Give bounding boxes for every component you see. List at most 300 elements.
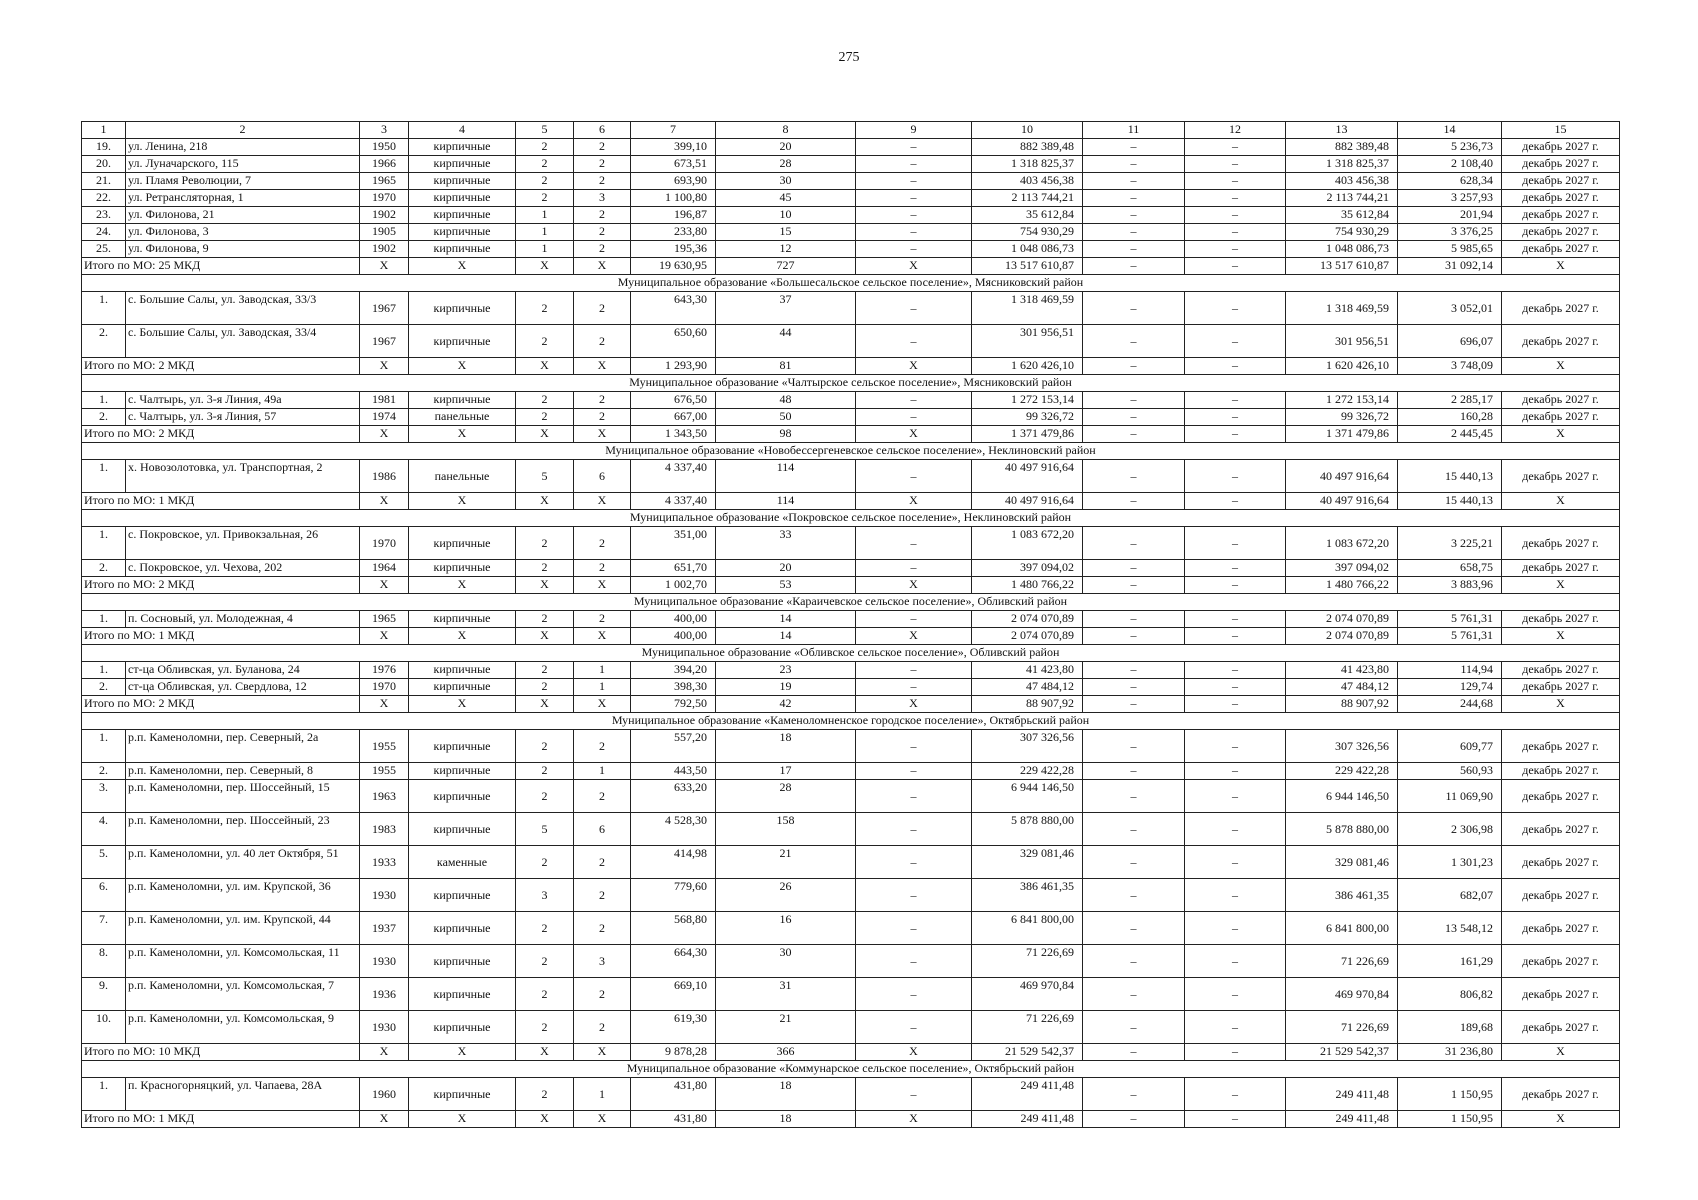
header-cell-2: 2 [126,122,360,139]
cell-deadline: декабрь 2027 г. [1502,139,1620,156]
total-cell: Х [574,696,631,713]
cell-cost-per-sqm: 3 052,01 [1398,292,1502,325]
cell-cost-col-13: 386 461,35 [1286,879,1398,912]
cell-cost-col-13: 1 272 153,14 [1286,392,1398,409]
section-row [82,594,1620,611]
total-cell: 2 074 070,89 [972,628,1083,645]
total-label: Итого по МО: 1 МКД [82,1111,360,1128]
table-row [82,1078,1620,1111]
cell-cost-col-13: 307 326,56 [1286,730,1398,763]
cell-build-year: 1965 [360,611,409,628]
table-row [82,611,1620,628]
cell-cost-col-13: 41 423,80 [1286,662,1398,679]
cell-total-cost: 1 318 825,37 [972,156,1083,173]
cell-wall-material: кирпичные [409,1011,516,1044]
cell-col-11: – [1083,560,1185,577]
cell-residents: 21 [716,1011,856,1044]
cell-residents: 33 [716,527,856,560]
total-cell: 2 445,45 [1398,426,1502,443]
total-cell: – [1083,358,1185,375]
cell-area: 414,98 [631,846,716,879]
cell-area: 398,30 [631,679,716,696]
cell-total-cost: 386 461,35 [972,879,1083,912]
table-row [82,1011,1620,1044]
cell-build-year: 1960 [360,1078,409,1111]
cell-row-number: 2. [82,409,126,426]
cell-cost-per-sqm: 129,74 [1398,679,1502,696]
cell-row-number: 22. [82,190,126,207]
cell-area: 4 337,40 [631,460,716,493]
cell-wall-material: кирпичные [409,207,516,224]
cell-address: х. Новозолотовка, ул. Транспортная, 2 [126,460,360,493]
cell-build-year: 1986 [360,460,409,493]
total-label: Итого по МО: 2 МКД [82,696,360,713]
cell-col-12: – [1185,945,1286,978]
cell-address: р.п. Каменоломни, ул. Комсомольская, 11 [126,945,360,978]
cell-row-number: 6. [82,879,126,912]
cell-entrances: 2 [574,325,631,358]
table-row [82,527,1620,560]
cell-cost-col-13: 1 048 086,73 [1286,241,1398,258]
cell-build-year: 1970 [360,190,409,207]
header-cell-7: 7 [631,122,716,139]
cell-entrances: 2 [574,207,631,224]
header-cell-1: 1 [82,122,126,139]
cell-residents: 28 [716,156,856,173]
cell-total-cost: 1 318 469,59 [972,292,1083,325]
cell-cost-per-sqm: 3 257,93 [1398,190,1502,207]
cell-address: п. Красногорняцкий, ул. Чапаева, 28А [126,1078,360,1111]
header-cell-12: 12 [1185,122,1286,139]
cell-residents: 21 [716,846,856,879]
cell-wall-material: кирпичные [409,560,516,577]
section-title: Муниципальное образование «Большесальское сельское поселение», Мясниковский район [82,275,1620,292]
total-cell: 13 517 610,87 [972,258,1083,275]
total-row [82,577,1620,594]
section-row [82,375,1620,392]
cell-col-11: – [1083,730,1185,763]
cell-area: 431,80 [631,1078,716,1111]
total-cell: 1 480 766,22 [972,577,1083,594]
cell-cost-per-sqm: 560,93 [1398,763,1502,780]
cell-floors: 2 [516,679,574,696]
cell-entrances: 1 [574,763,631,780]
cell-build-year: 1930 [360,1011,409,1044]
cell-col-12: – [1185,763,1286,780]
cell-cost-per-sqm: 1 301,23 [1398,846,1502,879]
cell-total-cost: 403 456,38 [972,173,1083,190]
cell-residents: 10 [716,207,856,224]
cell-total-cost: 1 083 672,20 [972,527,1083,560]
cell-col-12: – [1185,139,1286,156]
header-row [82,122,1620,139]
cell-col-12: – [1185,912,1286,945]
table-row [82,763,1620,780]
cell-col-11: – [1083,325,1185,358]
cell-cost-per-sqm: 682,07 [1398,879,1502,912]
cell-cost-per-sqm: 1 150,95 [1398,1078,1502,1111]
cell-address: с. Чалтырь, ул. 3-я Линия, 49а [126,392,360,409]
cell-entrances: 2 [574,780,631,813]
total-cell: Х [1502,628,1620,645]
section-row [82,645,1620,662]
cell-entrances: 2 [574,392,631,409]
cell-address: ст-ца Обливская, ул. Буланова, 24 [126,662,360,679]
cell-row-number: 1. [82,611,126,628]
section-row [82,443,1620,460]
cell-address: р.п. Каменоломни, ул. им. Крупской, 44 [126,912,360,945]
cell-area: 664,30 [631,945,716,978]
cell-col-9: – [856,780,972,813]
total-cell: Х [360,696,409,713]
cell-deadline: декабрь 2027 г. [1502,662,1620,679]
cell-build-year: 1966 [360,156,409,173]
total-cell: – [1185,696,1286,713]
total-cell: – [1083,1111,1185,1128]
cell-build-year: 1964 [360,560,409,577]
total-row [82,1111,1620,1128]
cell-build-year: 1937 [360,912,409,945]
cell-wall-material: кирпичные [409,173,516,190]
cell-row-number: 2. [82,679,126,696]
total-cell: Х [409,493,516,510]
cell-floors: 2 [516,292,574,325]
total-cell: 2 074 070,89 [1286,628,1398,645]
cell-floors: 2 [516,527,574,560]
cell-row-number: 1. [82,292,126,325]
cell-residents: 28 [716,780,856,813]
cell-build-year: 1936 [360,978,409,1011]
cell-build-year: 1965 [360,173,409,190]
cell-wall-material: кирпичные [409,879,516,912]
total-cell: Х [516,1111,574,1128]
cell-wall-material: кирпичные [409,325,516,358]
total-cell: – [1083,493,1185,510]
section-title: Муниципальное образование «Караичевское сельское поселение», Обливский район [82,594,1620,611]
cell-col-9: – [856,912,972,945]
total-cell: – [1083,1044,1185,1061]
cell-floors: 2 [516,1078,574,1111]
cell-area: 693,90 [631,173,716,190]
cell-floors: 2 [516,611,574,628]
cell-col-12: – [1185,190,1286,207]
cell-area: 568,80 [631,912,716,945]
cell-floors: 5 [516,813,574,846]
total-cell: – [1083,696,1185,713]
total-label: Итого по МО: 1 МКД [82,628,360,645]
cell-wall-material: панельные [409,460,516,493]
cell-entrances: 2 [574,912,631,945]
total-cell: Х [409,258,516,275]
cell-col-12: – [1185,156,1286,173]
cell-cost-col-13: 1 318 469,59 [1286,292,1398,325]
cell-wall-material: кирпичные [409,813,516,846]
total-cell: Х [856,426,972,443]
total-label: Итого по МО: 2 МКД [82,426,360,443]
cell-col-11: – [1083,409,1185,426]
cell-cost-per-sqm: 189,68 [1398,1011,1502,1044]
cell-cost-col-13: 35 612,84 [1286,207,1398,224]
cell-col-11: – [1083,912,1185,945]
cell-floors: 2 [516,173,574,190]
total-cell: Х [409,628,516,645]
cell-cost-col-13: 2 074 070,89 [1286,611,1398,628]
cell-area: 443,50 [631,763,716,780]
cell-col-12: – [1185,173,1286,190]
cell-cost-per-sqm: 2 306,98 [1398,813,1502,846]
cell-area: 619,30 [631,1011,716,1044]
cell-col-11: – [1083,190,1185,207]
cell-total-cost: 1 272 153,14 [972,392,1083,409]
cell-cost-col-13: 5 878 880,00 [1286,813,1398,846]
cell-col-9: – [856,325,972,358]
cell-col-11: – [1083,224,1185,241]
cell-row-number: 7. [82,912,126,945]
cell-col-9: – [856,662,972,679]
cell-area: 351,00 [631,527,716,560]
cell-row-number: 1. [82,662,126,679]
cell-cost-col-13: 1 083 672,20 [1286,527,1398,560]
total-label: Итого по МО: 2 МКД [82,577,360,594]
cell-address: ул. Филонова, 9 [126,241,360,258]
total-cell: 40 497 916,64 [972,493,1083,510]
cell-col-12: – [1185,325,1286,358]
cell-address: с. Покровское, ул. Чехова, 202 [126,560,360,577]
cell-address: ул. Ленина, 218 [126,139,360,156]
total-cell: 1 620 426,10 [972,358,1083,375]
cell-total-cost: 2 113 744,21 [972,190,1083,207]
cell-area: 673,51 [631,156,716,173]
cell-total-cost: 2 074 070,89 [972,611,1083,628]
total-cell: 19 630,95 [631,258,716,275]
cell-total-cost: 71 226,69 [972,1011,1083,1044]
total-cell: 4 337,40 [631,493,716,510]
table-row [82,409,1620,426]
total-cell: Х [574,1044,631,1061]
cell-col-12: – [1185,1011,1286,1044]
cell-build-year: 1970 [360,679,409,696]
cell-col-9: – [856,292,972,325]
cell-floors: 3 [516,879,574,912]
total-cell: 21 529 542,37 [972,1044,1083,1061]
cell-entrances: 2 [574,730,631,763]
header-cell-14: 14 [1398,122,1502,139]
cell-area: 650,60 [631,325,716,358]
total-cell: – [1083,577,1185,594]
total-cell: 1 343,50 [631,426,716,443]
cell-deadline: декабрь 2027 г. [1502,409,1620,426]
cell-build-year: 1902 [360,207,409,224]
cell-total-cost: 6 944 146,50 [972,780,1083,813]
cell-residents: 17 [716,763,856,780]
cell-entrances: 1 [574,679,631,696]
cell-deadline: декабрь 2027 г. [1502,846,1620,879]
cell-cost-per-sqm: 201,94 [1398,207,1502,224]
total-cell: – [1083,258,1185,275]
cell-cost-per-sqm: 11 069,90 [1398,780,1502,813]
cell-deadline: декабрь 2027 г. [1502,560,1620,577]
cell-col-12: – [1185,879,1286,912]
total-cell: 21 529 542,37 [1286,1044,1398,1061]
cell-total-cost: 40 497 916,64 [972,460,1083,493]
cell-residents: 15 [716,224,856,241]
cell-floors: 2 [516,325,574,358]
cell-deadline: декабрь 2027 г. [1502,879,1620,912]
cell-entrances: 2 [574,846,631,879]
total-cell: 249 411,48 [972,1111,1083,1128]
cell-address: р.п. Каменоломни, ул. 40 лет Октября, 51 [126,846,360,879]
cell-floors: 2 [516,1011,574,1044]
table-row [82,679,1620,696]
cell-col-9: – [856,460,972,493]
cell-area: 400,00 [631,611,716,628]
total-cell: 15 440,13 [1398,493,1502,510]
total-row [82,426,1620,443]
total-cell: 792,50 [631,696,716,713]
total-cell: Х [409,696,516,713]
cell-floors: 2 [516,730,574,763]
table-row [82,912,1620,945]
cell-deadline: декабрь 2027 г. [1502,325,1620,358]
total-cell: Х [360,1111,409,1128]
cell-total-cost: 47 484,12 [972,679,1083,696]
cell-col-12: – [1185,392,1286,409]
cell-build-year: 1970 [360,527,409,560]
cell-floors: 1 [516,241,574,258]
cell-build-year: 1950 [360,139,409,156]
cell-cost-col-13: 40 497 916,64 [1286,460,1398,493]
header-cell-11: 11 [1083,122,1185,139]
cell-entrances: 1 [574,1078,631,1111]
table-row [82,460,1620,493]
cell-col-11: – [1083,879,1185,912]
cell-residents: 30 [716,173,856,190]
cell-residents: 45 [716,190,856,207]
total-cell: 1 371 479,86 [1286,426,1398,443]
cell-deadline: декабрь 2027 г. [1502,207,1620,224]
cell-address: ул. Пламя Революции, 7 [126,173,360,190]
total-cell: Х [856,493,972,510]
cell-col-12: – [1185,978,1286,1011]
table-row [82,156,1620,173]
cell-row-number: 2. [82,763,126,780]
total-cell: 40 497 916,64 [1286,493,1398,510]
cell-floors: 2 [516,392,574,409]
total-cell: 1 620 426,10 [1286,358,1398,375]
cell-wall-material: кирпичные [409,611,516,628]
cell-cost-per-sqm: 5 761,31 [1398,611,1502,628]
cell-row-number: 1. [82,392,126,409]
cell-cost-col-13: 6 944 146,50 [1286,780,1398,813]
table-row [82,241,1620,258]
total-cell: Х [516,1044,574,1061]
total-cell: 249 411,48 [1286,1111,1398,1128]
cell-entrances: 6 [574,813,631,846]
total-cell: Х [856,1111,972,1128]
cell-row-number: 2. [82,325,126,358]
cell-entrances: 2 [574,879,631,912]
cell-col-12: – [1185,409,1286,426]
header-cell-10: 10 [972,122,1083,139]
cell-col-12: – [1185,813,1286,846]
cell-floors: 2 [516,912,574,945]
cell-col-12: – [1185,662,1286,679]
cell-col-11: – [1083,978,1185,1011]
table-row [82,292,1620,325]
cell-cost-col-13: 6 841 800,00 [1286,912,1398,945]
table-row [82,173,1620,190]
total-cell: 31 092,14 [1398,258,1502,275]
cell-col-12: – [1185,679,1286,696]
cell-cost-col-13: 47 484,12 [1286,679,1398,696]
cell-address: ул. Филонова, 3 [126,224,360,241]
cell-col-12: – [1185,207,1286,224]
total-cell: Х [1502,493,1620,510]
section-title: Муниципальное образование «Новобессергеневское сельское поселение», Неклиновский район [82,443,1620,460]
header-cell-15: 15 [1502,122,1620,139]
cell-entrances: 2 [574,241,631,258]
table-row [82,190,1620,207]
total-cell: Х [409,577,516,594]
cell-address: ул. Луначарского, 115 [126,156,360,173]
cell-wall-material: кирпичные [409,292,516,325]
total-cell: Х [1502,577,1620,594]
cell-cost-per-sqm: 609,77 [1398,730,1502,763]
cell-deadline: декабрь 2027 г. [1502,1011,1620,1044]
cell-col-12: – [1185,292,1286,325]
total-cell: 1 002,70 [631,577,716,594]
total-cell: Х [1502,358,1620,375]
total-cell: Х [574,493,631,510]
total-row [82,628,1620,645]
total-cell: – [1185,628,1286,645]
cell-col-11: – [1083,392,1185,409]
cell-wall-material: кирпичные [409,527,516,560]
cell-row-number: 25. [82,241,126,258]
cell-row-number: 10. [82,1011,126,1044]
cell-cost-col-13: 2 113 744,21 [1286,190,1398,207]
cell-residents: 26 [716,879,856,912]
cell-cost-per-sqm: 3 225,21 [1398,527,1502,560]
cell-cost-col-13: 329 081,46 [1286,846,1398,879]
cell-col-9: – [856,224,972,241]
cell-col-11: – [1083,156,1185,173]
cell-address: р.п. Каменоломни, пер. Северный, 2а [126,730,360,763]
cell-cost-per-sqm: 5 985,65 [1398,241,1502,258]
cell-floors: 5 [516,460,574,493]
header-cell-6: 6 [574,122,631,139]
cell-col-11: – [1083,460,1185,493]
total-cell: Х [1502,1111,1620,1128]
cell-cost-col-13: 229 422,28 [1286,763,1398,780]
cell-area: 233,80 [631,224,716,241]
cell-address: р.п. Каменоломни, пер. Шоссейный, 23 [126,813,360,846]
cell-col-11: – [1083,846,1185,879]
cell-wall-material: каменные [409,846,516,879]
cell-area: 4 528,30 [631,813,716,846]
cell-address: ул. Ретрансляторная, 1 [126,190,360,207]
table-row [82,392,1620,409]
cell-floors: 1 [516,224,574,241]
table-row [82,325,1620,358]
section-title: Муниципальное образование «Чалтырское сельское поселение», Мясниковский район [82,375,1620,392]
cell-total-cost: 1 048 086,73 [972,241,1083,258]
total-cell: – [1083,426,1185,443]
total-cell: Х [516,426,574,443]
cell-entrances: 2 [574,978,631,1011]
cell-deadline: декабрь 2027 г. [1502,190,1620,207]
header-cell-9: 9 [856,122,972,139]
